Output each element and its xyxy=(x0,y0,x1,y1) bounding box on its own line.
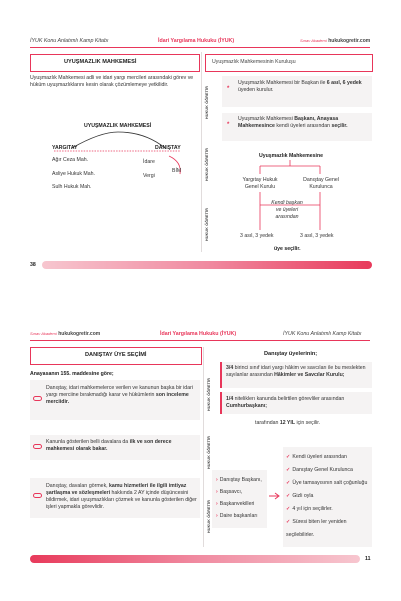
page-number: 38 xyxy=(30,262,36,268)
header-rule xyxy=(30,47,370,48)
sidebar-label: HUKUK ÖĞRETİR xyxy=(205,148,209,181)
item-1: Danıştay, idari mahkemelerce verilen ve kanunun başka bir idari yargı merciine bırakmadığı karar ve hükümlerin son inceleme merciidir. xyxy=(46,385,193,405)
list-footer: seçilebilirler. xyxy=(286,532,315,538)
left-item: Sulh Hukuk Mah. xyxy=(52,184,92,190)
note-1: Uyuşmazlık Mahkemesi bir Başkan ile 6 asıl, 6 yedek üyeden kurulur. xyxy=(238,80,362,93)
org-right-bottom: 3 asıl, 3 yedek xyxy=(300,233,334,239)
list-item: ✓ Kendi üyeleri arasından xyxy=(286,454,347,460)
header-rule xyxy=(30,340,370,341)
page-1 xyxy=(0,0,401,290)
page-number: 11 xyxy=(365,556,371,562)
diagram-right: DANIŞTAY xyxy=(155,145,181,151)
bullet-icon xyxy=(33,396,42,401)
logo-text: hukukogretir.com xyxy=(58,331,101,337)
org-left-bottom: 3 asıl, 3 yedek xyxy=(240,233,274,239)
header-subject: İdari Yargılama Hukuku (İYUK) xyxy=(160,331,237,337)
logo-script: Sınav Akademi xyxy=(30,331,57,336)
left-item: Ağır Ceza Mah. xyxy=(52,157,89,163)
right-item: İdare xyxy=(143,159,155,165)
list-item: ✓ 4 yıl için seçilirler. xyxy=(286,506,333,512)
list-item: ✓ Danıştay Genel Kurulunca xyxy=(286,467,353,473)
left-item: Asliye Hukuk Mah. xyxy=(52,171,95,177)
r1-accent xyxy=(220,362,222,388)
right-item: Vergi xyxy=(143,173,155,179)
sidebar-label: HUKUK ÖĞRETİR xyxy=(205,208,209,241)
note-2: Uyuşmazlık Mahkemesi Başkanı, Anayasa Mahkemesince kendi üyeleri arasından seçilir. xyxy=(238,116,348,129)
page-2 xyxy=(0,300,401,601)
header-subject: İdari Yargılama Hukuku (İYUK) xyxy=(158,38,235,44)
list-item: › Başsavcı, xyxy=(216,489,243,495)
column-divider xyxy=(203,347,204,547)
list-item: ✓ Üye tamsayısının salt çoğunluğu xyxy=(286,480,368,486)
right-title: Danıştay üyelerinin; xyxy=(264,351,318,357)
org-bottom: üye seçilir. xyxy=(274,246,301,252)
list-item: ✓ Süresi biten ler yeniden xyxy=(286,519,347,525)
sidebar-label: HUKUK ÖĞRETİR xyxy=(205,86,209,119)
legal-reference: Anayasanın 155. maddesine göre; xyxy=(30,371,114,377)
list-item: › Başkanvekilleri xyxy=(216,501,255,507)
footer-bar xyxy=(42,261,372,269)
intro-text: Uyuşmazlık Mahkemesi adli ve idari yargı mercileri arasındaki görev ve hüküm uyuşmazlıklarını kesin olarak çözümlemeye yetkilidir. xyxy=(30,75,194,88)
footer-bar xyxy=(30,555,360,563)
bim-label: BİM xyxy=(172,168,182,174)
r1-text: 3/4 birinci sınıf idari yargı hâkim ve savcıları ile bu meslekten sayılanlar arasından Hâkimler ve Savcılar Kurulu; xyxy=(226,365,366,378)
list-item: ✓ Gizli oyla xyxy=(286,493,314,499)
item-2: Kanunla gösterilen belli davalara da ilk ve son derece mahkemesi olarak bakar. xyxy=(46,439,172,452)
list-item: › Danıştay Başkanı, xyxy=(216,477,262,483)
asterisk-icon: * xyxy=(227,122,230,128)
sidebar-label: HUKUK ÖĞRETİR xyxy=(207,378,211,411)
header-logo xyxy=(30,331,100,337)
left-box-title: UYUŞMAZLIK MAHKEMESİ xyxy=(64,59,137,65)
diagram-top: UYUŞMAZLIK MAHKEMESİ xyxy=(84,123,152,129)
diagram-left: YARGITAY xyxy=(52,145,78,151)
asterisk-icon: * xyxy=(227,86,230,92)
logo-text: hukukogretir.com xyxy=(328,38,371,44)
bullet-icon xyxy=(33,444,42,449)
item-3: Danıştay, davaları görmek, kamu hizmetleri ile ilgili imtiyaz şartlaşma ve sözleşmeleri hakkında 2 AY içinde düşüncesini bildirmek, idari uyuşmazlıkları çözmek ve kanunla gösterilen diğer işleri yapmakla görevlidir. xyxy=(46,483,197,510)
org-middle: Kendi başkan ve üyeleri arasından xyxy=(271,200,303,220)
r3-text: tarafından 12 YIL için seçilir. xyxy=(255,420,321,426)
bullet-icon xyxy=(33,493,42,498)
org-title: Uyuşmazlık Mahkemesine xyxy=(259,153,324,159)
r2-text: 1/4 niteliklerı kanunda belirtilen görevliler arasından Cumhurbaşkanı; xyxy=(226,396,345,409)
list-item: › Daire başkanları xyxy=(216,513,258,519)
org-left: Yargıtay Hukuk Genel Kurulu xyxy=(242,177,278,190)
logo-script: Sınav Akademi xyxy=(300,38,327,43)
arrow-icon xyxy=(269,492,281,500)
header-book-title: İYUK Konu Anlatımlı Kamp Kitabı xyxy=(283,331,362,337)
sidebar-label: HUKUK ÖĞRETİR xyxy=(207,436,211,469)
list-left xyxy=(216,474,262,522)
sidebar-label: HUKUK ÖĞRETİR xyxy=(207,500,211,533)
header-book-title: İYUK Konu Anlatımlı Kamp Kitabı xyxy=(30,38,109,44)
header-logo xyxy=(300,38,370,44)
org-right: Danıştay Genel Kurulunca xyxy=(303,177,339,190)
right-box-title: Uyuşmazlık Mahkemesinin Kuruluşu xyxy=(212,59,296,65)
list-right xyxy=(286,451,367,542)
r2-accent xyxy=(220,392,222,414)
left-box-title: DANIŞTAY ÜYE SEÇİMİ xyxy=(85,352,147,358)
column-divider xyxy=(201,52,202,252)
